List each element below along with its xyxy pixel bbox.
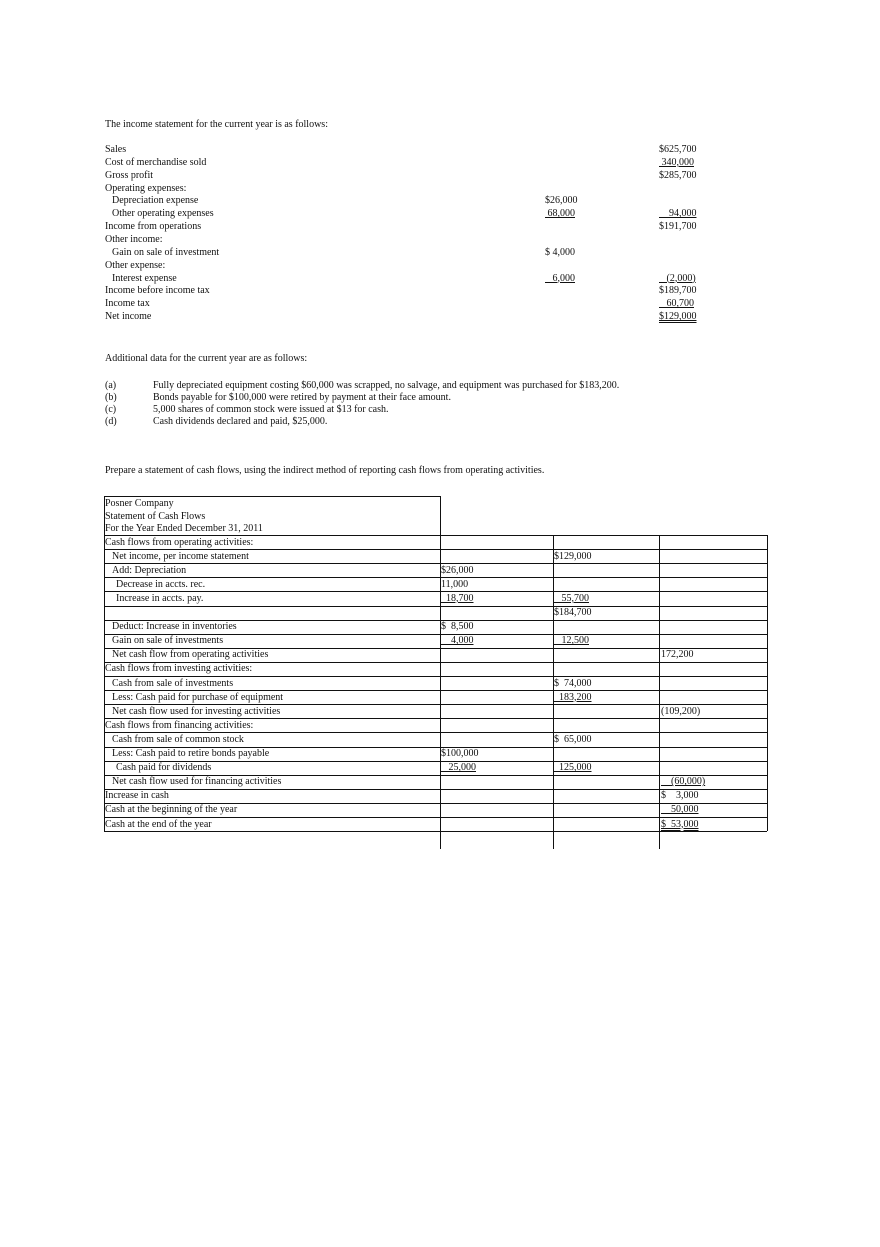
statement-header-line: Posner Company: [105, 498, 174, 509]
income-row-amount-1: $ 4,000: [545, 246, 575, 258]
table-rule: [767, 535, 768, 831]
table-row-amount-2: $ 74,000: [554, 677, 592, 689]
table-row-amount-1: $ 8,500: [441, 621, 474, 633]
table-row-amount-2: $ 65,000: [554, 733, 592, 745]
table-row-label: Net cash flow used for investing activities: [112, 705, 281, 717]
table-row-amount-1: 25,000: [441, 762, 476, 774]
income-row-label: Income before income tax: [105, 285, 210, 297]
table-row-amount-3: 50,000: [661, 804, 699, 816]
table-row-label: Net income, per income statement: [112, 550, 249, 562]
income-row-amount-2: $191,700: [659, 221, 697, 233]
income-row-label: Other expense:: [105, 259, 166, 271]
table-row-label: Cash flows from financing activities:: [105, 719, 254, 731]
additional-item-text: 5,000 shares of common stock were issued at $13 for cash.: [153, 404, 389, 415]
table-row-amount-3: $ 3,000: [661, 790, 699, 802]
table-row-label: Gain on sale of investments: [112, 635, 224, 647]
table-row-amount-1: 4,000: [441, 635, 474, 647]
table-row-label: Cash from sale of common stock: [112, 733, 244, 745]
income-row-amount-1: 6,000: [545, 272, 575, 284]
table-rule: [440, 496, 441, 535]
table-row-amount-1: $26,000: [441, 564, 474, 576]
table-row-label: Cash flows from investing activities:: [105, 663, 253, 675]
table-row-amount-2: 183,200: [554, 691, 592, 703]
table-row-label: Cash from sale of investments: [112, 677, 234, 689]
additional-item-text: Bonds payable for $100,000 were retired by payment at their face amount.: [153, 392, 451, 403]
table-rule: [104, 496, 440, 497]
income-row-label: Operating expenses:: [105, 182, 187, 194]
income-row-label: Depreciation expense: [112, 195, 199, 207]
table-row-label: Less: Cash paid for purchase of equipment: [112, 691, 284, 703]
table-row-label: Net cash flow used for financing activities: [112, 776, 282, 788]
table-rule: [104, 606, 767, 607]
table-rule: [104, 563, 767, 564]
income-row-amount-2: $285,700: [659, 169, 697, 181]
table-row-amount-1: 18,700: [441, 592, 474, 604]
table-row-label: Decrease in accts. rec.: [116, 578, 206, 590]
table-row-amount-2: $184,700: [554, 607, 592, 618]
table-row-label: Cash flows from operating activities:: [105, 536, 254, 548]
table-row-amount-2: 55,700: [554, 592, 589, 604]
statement-header-line: For the Year Ended December 31, 2011: [105, 523, 263, 534]
income-row-label: Net income: [105, 311, 152, 323]
income-row-label: Sales: [105, 144, 127, 155]
income-row-label: Gross profit: [105, 169, 154, 181]
table-row-amount-3: (109,200): [661, 705, 701, 717]
additional-item-key: (a): [105, 380, 117, 391]
income-row-amount-2: $625,700: [659, 144, 697, 155]
table-rule: [659, 535, 660, 849]
table-row-label: Less: Cash paid to retire bonds payable: [112, 748, 270, 759]
table-row-amount-3: 172,200: [661, 649, 694, 661]
prepare-instructions: Prepare a statement of cash flows, using the indirect method of reporting cash flows from operating activities.: [105, 465, 545, 476]
income-row-amount-1: 68,000: [545, 208, 575, 220]
income-row-label: Interest expense: [112, 272, 177, 284]
table-row-label: Cash at the end of the year: [105, 818, 212, 830]
table-row-amount-2: 125,000: [554, 762, 592, 774]
table-row-label: Increase in accts. pay.: [116, 592, 204, 604]
statement-header-line: Statement of Cash Flows: [105, 510, 206, 522]
income-row-label: Other operating expenses: [112, 208, 214, 220]
table-rule: [104, 535, 105, 831]
income-row-label: Income from operations: [105, 221, 202, 233]
table-row-amount-1: $100,000: [441, 748, 479, 759]
income-row-label: Income tax: [105, 298, 150, 310]
table-row-amount-3: $ 53,000: [661, 818, 699, 830]
income-row-amount-2: 94,000: [659, 208, 697, 220]
table-row-amount-2: $129,000: [554, 550, 592, 562]
income-row-amount-2: 340,000: [659, 156, 694, 168]
table-row-label: Increase in cash: [105, 790, 169, 802]
income-row-amount-2: 60,700: [659, 298, 694, 310]
additional-item-text: Cash dividends declared and paid, $25,000.: [153, 416, 328, 427]
table-row-label: Net cash flow from operating activities: [112, 649, 269, 661]
table-rule: [104, 831, 767, 832]
additional-item-text: Fully depreciated equipment costing $60,000 was scrapped, no salvage, and equipment was purchased for $183,200.: [153, 380, 620, 391]
table-row-amount-1: 11,000: [441, 578, 469, 590]
table-row-amount-3: (60,000): [661, 776, 706, 788]
table-rule: [104, 591, 767, 592]
income-row-label: Gain on sale of investment: [112, 246, 220, 258]
table-row-label: Deduct: Increase in inventories: [112, 621, 237, 633]
income-row-label: Other income:: [105, 233, 163, 245]
additional-item-key: (c): [105, 404, 117, 415]
table-row-label: Add: Depreciation: [112, 564, 187, 576]
income-row-amount-2: $189,700: [659, 285, 697, 297]
income-row-label: Cost of merchandise sold: [105, 156, 207, 168]
additional-intro: Additional data for the current year are as follows:: [105, 353, 308, 364]
table-row-label: Cash paid for dividends: [116, 762, 212, 774]
additional-item-key: (b): [105, 392, 117, 403]
income-row-amount-1: $26,000: [545, 195, 578, 207]
table-row-amount-2: 12,500: [554, 635, 589, 647]
income-row-amount-2: (2,000): [659, 272, 696, 284]
table-rule: [104, 732, 767, 733]
intro-text: The income statement for the current year is as follows:: [105, 119, 328, 130]
income-row-amount-2: $129,000: [659, 311, 697, 323]
table-row-label: Cash at the beginning of the year: [105, 804, 238, 816]
additional-item-key: (d): [105, 416, 117, 427]
